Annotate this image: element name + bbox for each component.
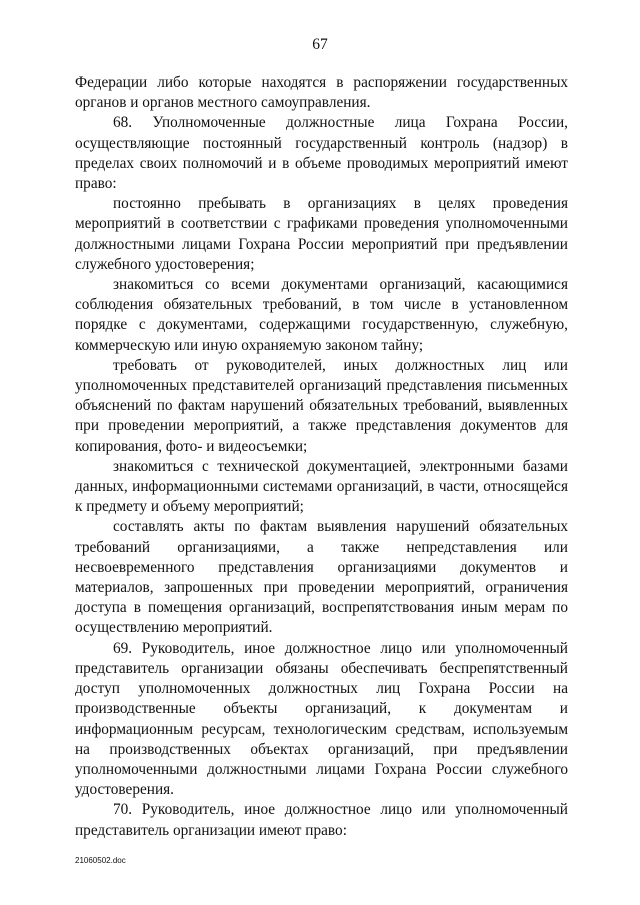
paragraph-68-item-5: составлять акты по фактам выявления нарушений обязательных требований организациями, а также непредставления или несвоевременного представления организациями документов и материалов, запрошенных при проведении мероприятий, ограничения доступа в помещения организаций, воспрепятствования иным мерам по осуществлению мероприятий. <box>75 518 568 637</box>
paragraph-68-item-4: знакомиться с технической документацией, электронными базами данных, информационными системами организаций, в части, относящейся к предмету и объему мероприятий; <box>75 457 568 516</box>
paragraph-70: 70. Руководитель, иное должностное лицо или уполномоченный представитель организации имеют право: <box>75 801 568 839</box>
paragraph-69: 69. Руководитель, иное должностное лицо или уполномоченный представитель организации обязаны обеспечивать беспрепятственный доступ уполномоченных должностных лиц Гохрана России на производственные объекты организаций, к документам и информационным ресурсам, технологическим средствам, используемым на производственных объектах организаций, при предъявлении уполномоченными должностными лицами Гохрана России служебного удостоверения. <box>75 639 568 799</box>
paragraph-68: 68. Уполномоченные должностные лица Гохрана России, осуществляющие постоянный государственный контроль (надзор) в пределах своих полномочий и в объеме проводимых мероприятий имеют право: <box>75 114 568 193</box>
paragraph-68-item-1: постоянно пребывать в организациях в целях проведения мероприятий в соответствии с графиками проведения уполномоченными должностными лицами Гохрана России мероприятий при предъявлении служебного удостоверения; <box>75 195 568 273</box>
footer-filename: 21060502.doc <box>75 856 126 865</box>
page-number: 67 <box>312 36 328 53</box>
paragraph-continuation: Федерации либо которые находятся в распоряжении государственных органов и органов местного самоуправления. <box>75 74 568 112</box>
paragraph-68-item-2: знакомиться со всеми документами организаций, касающимися соблюдения обязательных требований, в том числе в установленном порядке с документами, содержащими государственную, служебную, коммерческую или иную охраняемую законом тайну; <box>75 276 568 354</box>
paragraph-68-item-3: требовать от руководителей, иных должностных лиц или уполномоченных представителей организаций представления письменных объяснений по фактам нарушений обязательных требований, выявленных при проведении мероприятий, а также представления документов для копирования, фото- и видеосъемки; <box>75 356 568 455</box>
document-body <box>75 73 568 841</box>
